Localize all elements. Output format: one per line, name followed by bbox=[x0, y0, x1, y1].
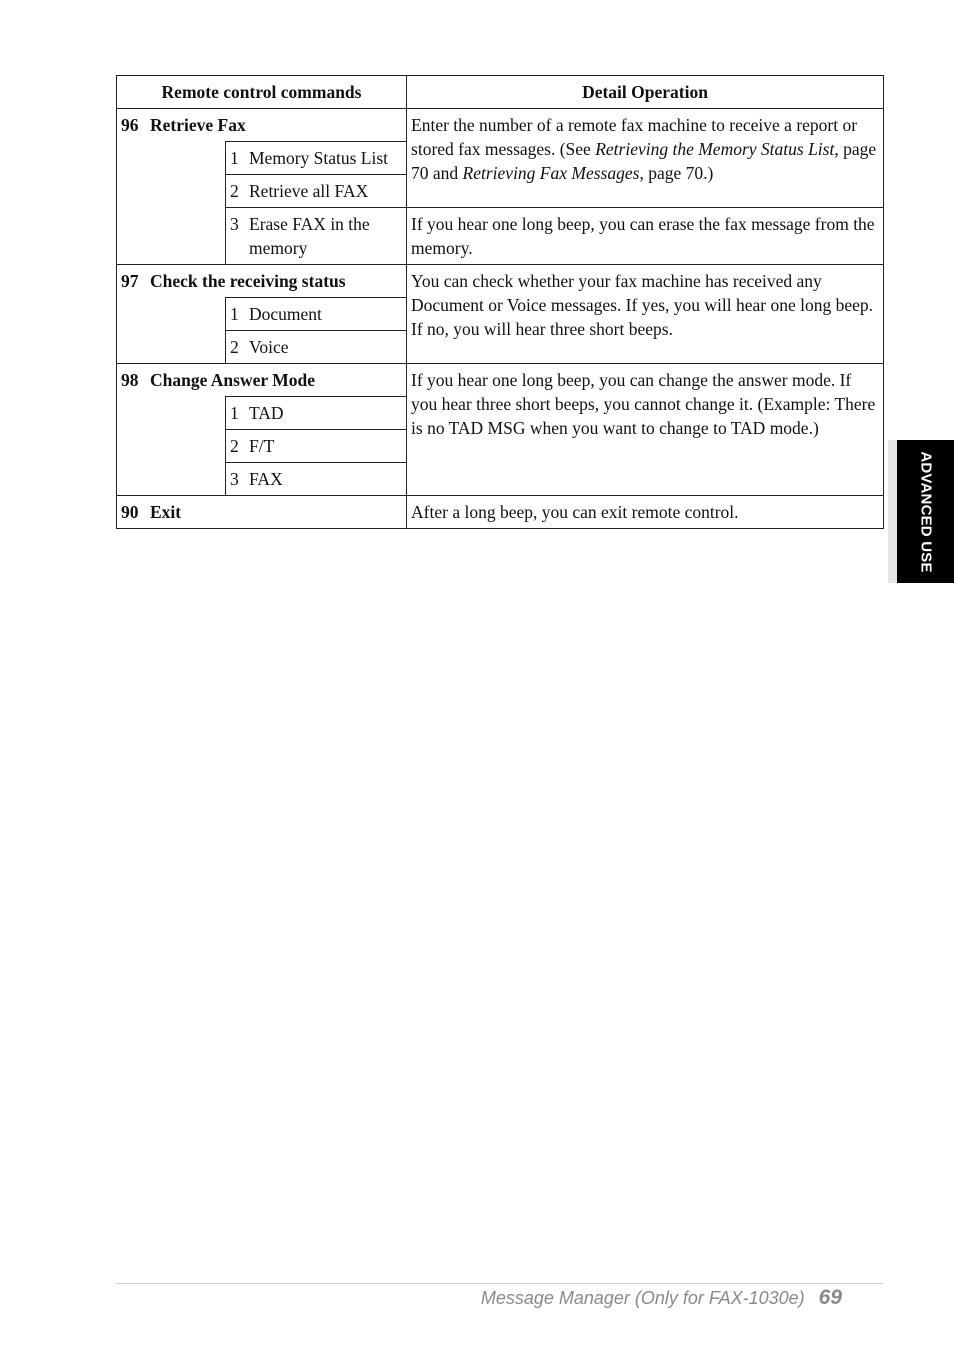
subcommand-cell: 2 Retrieve all FAX bbox=[226, 175, 407, 208]
detail-97: You can check whether your fax machine has received any Document or Voice messages. If yes, you will hear one long beep. If no, you will hear three short beeps. bbox=[407, 265, 884, 364]
subcommand-cell: 3 Erase FAX in the memory bbox=[226, 208, 407, 265]
command-90: 90 Exit bbox=[117, 496, 407, 529]
header-commands: Remote control commands bbox=[117, 76, 407, 109]
command-number: 96 bbox=[121, 115, 139, 135]
section-side-tab bbox=[897, 440, 954, 583]
subcommand-cell: 2 F/T bbox=[226, 430, 407, 463]
header-detail: Detail Operation bbox=[407, 76, 884, 109]
table-row bbox=[117, 496, 884, 529]
detail-90: After a long beep, you can exit remote control. bbox=[407, 496, 884, 529]
table-row bbox=[117, 265, 884, 298]
remote-commands-table bbox=[116, 75, 884, 529]
command-97: 97 Check the receiving status bbox=[117, 265, 407, 298]
page-number: 69 bbox=[818, 1286, 842, 1309]
command-98: 98 Change Answer Mode bbox=[117, 364, 407, 397]
table-row bbox=[117, 109, 884, 142]
table-header-row bbox=[117, 76, 884, 109]
subcommand-cell: 1 Memory Status List bbox=[226, 142, 407, 175]
footer-section-title: Message Manager (Only for FAX-1030e) bbox=[480, 1288, 805, 1308]
detail-96-retrieve: Enter the number of a remote fax machine to receive a report or stored fax messages. (See Retrieving the Memory Status List, page 70 and Retrieving Fax Messages, page 70.) bbox=[407, 109, 884, 208]
command-96 bbox=[117, 109, 407, 142]
footer-divider bbox=[116, 1283, 883, 1284]
subcommand-cell: 2 Voice bbox=[226, 331, 407, 364]
side-tab-label: ADVANCED USE bbox=[917, 450, 934, 573]
command-title: Retrieve Fax bbox=[150, 115, 246, 135]
subcommand-cell: 3 FAX bbox=[226, 463, 407, 496]
page-footer bbox=[481, 1286, 842, 1310]
subcommand-cell: 1 TAD bbox=[226, 397, 407, 430]
subcommand-cell: 1 Document bbox=[226, 298, 407, 331]
detail-98: If you hear one long beep, you can change the answer mode. If you hear three short beeps, you cannot change it. (Example: There is no TAD MSG when you want to change to TAD mode.) bbox=[407, 364, 884, 496]
table-row bbox=[117, 208, 884, 265]
table-row bbox=[117, 364, 884, 397]
detail-96-erase: If you hear one long beep, you can erase the fax message from the memory. bbox=[407, 208, 884, 265]
